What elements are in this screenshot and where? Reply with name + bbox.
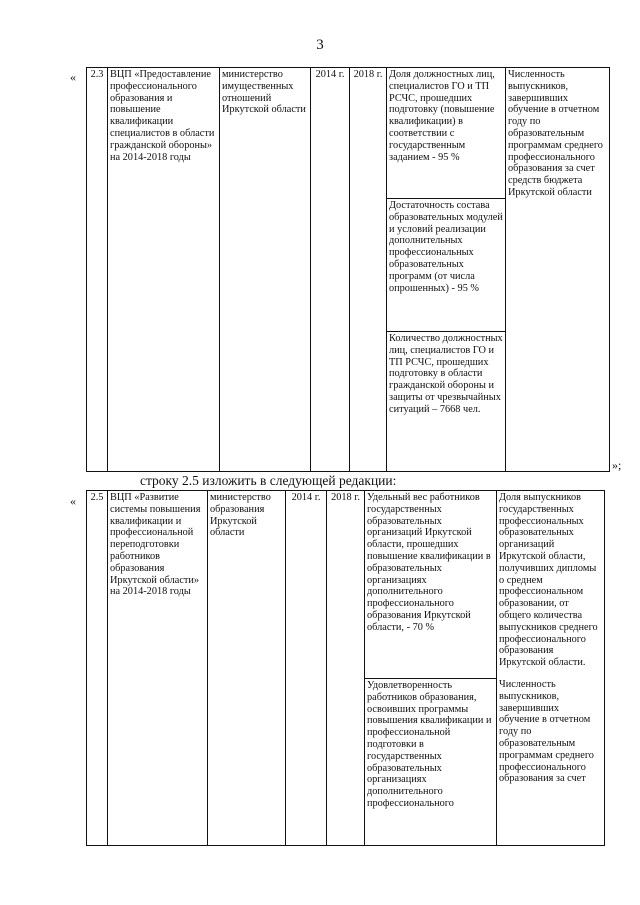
table-row xyxy=(87,491,605,846)
indicator-item: Количество должностных лиц, специалистов ГО и ТП РСЧС, прошедших подготовку в области гражданской обороны и защиты от чрезвычайных ситуаций – 7668 чел. xyxy=(389,333,503,415)
programs-table-row-2-3 xyxy=(86,67,610,472)
end-year: 2018 г. xyxy=(350,68,387,472)
executor: министерство имущественных отношений Иркутской области xyxy=(220,68,311,472)
indicators-cell xyxy=(387,68,506,472)
start-year: 2014 г. xyxy=(311,68,350,472)
page-number: 3 xyxy=(316,37,324,53)
executor: министерство образования Иркутской области xyxy=(208,491,286,846)
indicators-cell xyxy=(365,491,497,846)
row-number: 2.5 xyxy=(87,491,108,846)
expected-result xyxy=(497,491,605,846)
indicator-item: Удовлетворенность работников образования, освоивших программы повышения квалификации и профессиональной подготовки в государственных образовательных организациях дополнительного профессионального xyxy=(367,680,492,809)
open-quote-1: « xyxy=(70,70,76,84)
open-quote-2: « xyxy=(70,494,76,508)
close-quote: »; xyxy=(612,458,622,472)
start-year: 2014 г. xyxy=(286,491,327,846)
table-row xyxy=(87,68,610,472)
programs-table-row-2-5 xyxy=(86,490,605,846)
result-spacer xyxy=(499,669,602,679)
result-part-2: Численность выпускников, завершивших обучение в отчетном году по образовательным программам среднего профессионального образования за счет xyxy=(499,678,594,785)
amendment-instruction: строку 2.5 изложить в следующей редакции: xyxy=(140,473,397,488)
program-name: ВЦП «Развитие системы повышения квалификации и профессиональной переподготовки работников образования Иркутской области» на 2014-2018 годы xyxy=(108,491,208,846)
indicator-item: Удельный вес работников государственных образовательных организаций Иркутской области, прошедших повышение квалификации в образовательных организациях дополнительного профессионального образования Иркутской области, - 70 % xyxy=(365,491,496,679)
indicator-item: Доля должностных лиц, специалистов ГО и ТП РСЧС, прошедших подготовку (повышение квалификации) в соответствии с государственным заданием - 95 % xyxy=(387,68,505,199)
end-year: 2018 г. xyxy=(327,491,365,846)
indicator-item: Достаточность состава образовательных модулей и условий реализации дополнительных профессиональных образовательных программ (от числа опрошенных) - 95 % xyxy=(387,199,505,332)
expected-result: Численность выпускников, завершивших обучение в отчетном году по образовательным программам среднего профессионального образования за счет средств бюджета Иркутской области xyxy=(506,68,610,472)
row-number: 2.3 xyxy=(87,68,108,472)
result-part-1: Доля выпускников государственных профессиональных образовательных организаций Иркутской области, получивших дипломы о среднем профессиональном образовании, от общего количества выпускников среднего профессионального образования Иркутской области. xyxy=(499,492,598,669)
program-name: ВЦП «Предоставление профессионального образования и повышение квалификации специалистов в области гражданской обороны» на 2014-2018 годы xyxy=(108,68,220,472)
